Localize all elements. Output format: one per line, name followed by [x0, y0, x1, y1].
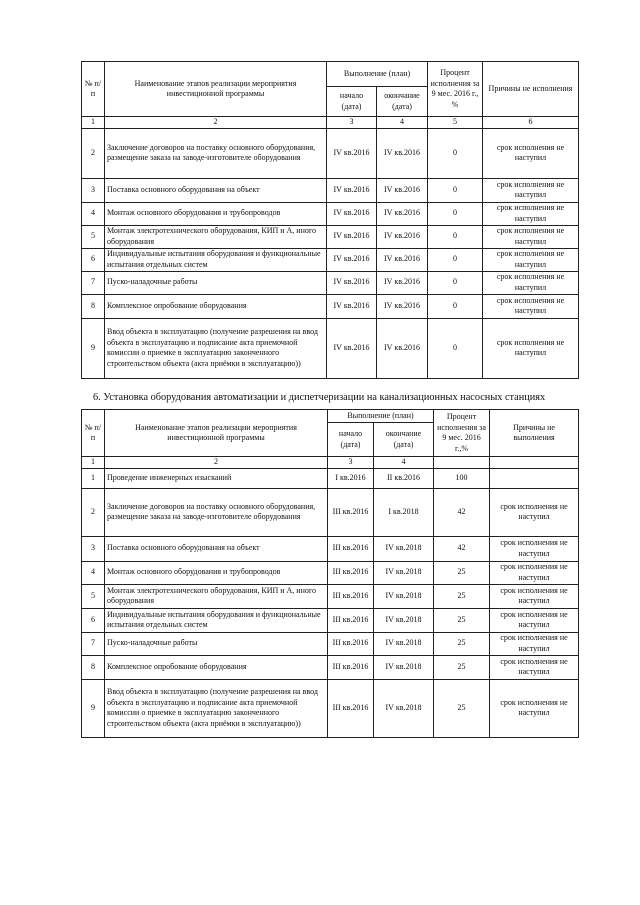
table-row: [82, 128, 579, 178]
row-end: IV кв.2018: [374, 655, 434, 679]
row-percent: 0: [428, 318, 483, 378]
row-reason: срок исполнения не наступил: [483, 178, 579, 202]
row-percent: 0: [428, 178, 483, 202]
row-stage: Заключение договоров на поставку основного оборудования, размещение заказа на заводе-изготовителе оборудования: [105, 128, 327, 178]
column-number: [490, 457, 579, 469]
row-reason: срок исполнения не наступил: [490, 584, 579, 608]
table-row: [82, 488, 579, 536]
column-numbers-row: [82, 117, 579, 129]
row-stage: Заключение договоров на поставку основного оборудования, размещение заказа на заводе-изготовителе оборудования: [105, 488, 328, 536]
row-end: IV кв.2018: [374, 536, 434, 561]
row-end: IV кв.2016: [377, 248, 428, 271]
row-end: IV кв.2018: [374, 608, 434, 632]
row-end: IV кв.2018: [374, 561, 434, 584]
row-end: IV кв.2016: [377, 178, 428, 202]
header-reasons: Причины не выполнения: [490, 410, 579, 457]
row-percent: 25: [434, 584, 490, 608]
column-number: 2: [105, 457, 328, 469]
investment-stages-table-1: [81, 61, 579, 379]
row-num: 2: [82, 128, 105, 178]
column-number: 3: [327, 117, 377, 129]
column-number: [434, 457, 490, 469]
row-percent: 0: [428, 248, 483, 271]
row-end: IV кв.2018: [374, 679, 434, 737]
row-start: IV кв.2016: [327, 248, 377, 271]
row-start: III кв.2016: [328, 608, 374, 632]
row-reason: срок исполнения не наступил: [490, 488, 579, 536]
table-row: [82, 202, 579, 225]
row-stage: Монтаж электротехнического оборудования, КИП и А, иного оборудования: [105, 225, 327, 248]
row-start: IV кв.2016: [327, 271, 377, 294]
row-stage: Поставка основного оборудования на объект: [105, 178, 327, 202]
row-stage: Комплексное опробование оборудования: [105, 655, 328, 679]
column-number: 4: [374, 457, 434, 469]
row-reason: срок исполнения не наступил: [490, 655, 579, 679]
row-end: IV кв.2016: [377, 294, 428, 318]
row-num: 4: [82, 202, 105, 225]
header-num: № п/п: [82, 62, 105, 117]
row-num: 1: [82, 468, 105, 488]
row-percent: 100: [434, 468, 490, 488]
row-start: IV кв.2016: [327, 128, 377, 178]
row-percent: 25: [434, 608, 490, 632]
column-number: 1: [82, 457, 105, 469]
row-percent: 0: [428, 294, 483, 318]
row-reason: срок исполнения не наступил: [483, 128, 579, 178]
row-num: 5: [82, 225, 105, 248]
row-num: 9: [82, 679, 105, 737]
table-row: [82, 294, 579, 318]
row-end: IV кв.2018: [374, 632, 434, 655]
column-number: 6: [483, 117, 579, 129]
row-stage: Поставка основного оборудования на объект: [105, 536, 328, 561]
row-reason: срок исполнения не наступил: [483, 294, 579, 318]
table-row: [82, 584, 579, 608]
row-num: 5: [82, 584, 105, 608]
header-end: окончание (дата): [377, 87, 428, 117]
row-num: 3: [82, 536, 105, 561]
row-percent: 0: [428, 202, 483, 225]
row-percent: 25: [434, 655, 490, 679]
table-row: [82, 608, 579, 632]
row-reason: срок исполнения не наступил: [483, 318, 579, 378]
investment-stages-table-2: [81, 409, 579, 738]
row-reason: срок исполнения не наступил: [490, 632, 579, 655]
row-percent: 25: [434, 561, 490, 584]
column-numbers-row: [82, 457, 579, 469]
column-number: 5: [428, 117, 483, 129]
table-row: [82, 248, 579, 271]
row-start: IV кв.2016: [327, 318, 377, 378]
row-reason: срок исполнения не наступил: [490, 536, 579, 561]
table-row: [82, 225, 579, 248]
row-percent: 25: [434, 679, 490, 737]
row-end: IV кв.2016: [377, 225, 428, 248]
row-stage: Ввод объекта в эксплуатацию (получение разрешения на ввод объекта в эксплуатацию и подписание акта приемочной комиссии о приемке в эксплуатацию законченного строительством объекта (акта приёмки в эксплуатацию)): [105, 318, 327, 378]
row-stage: Монтаж основного оборудования и трубопроводов: [105, 561, 328, 584]
row-num: 3: [82, 178, 105, 202]
row-start: III кв.2016: [328, 536, 374, 561]
row-num: 2: [82, 488, 105, 536]
row-stage: Монтаж основного оборудования и трубопроводов: [105, 202, 327, 225]
row-start: IV кв.2016: [327, 178, 377, 202]
row-end: IV кв.2016: [377, 202, 428, 225]
column-number: 4: [377, 117, 428, 129]
row-stage: Пуско-наладочные работы: [105, 632, 328, 655]
row-reason: срок исполнения не наступил: [490, 561, 579, 584]
table-row: [82, 271, 579, 294]
column-number: 1: [82, 117, 105, 129]
row-reason: срок исполнения не наступил: [483, 225, 579, 248]
row-percent: 25: [434, 632, 490, 655]
row-start: III кв.2016: [328, 561, 374, 584]
row-num: 8: [82, 655, 105, 679]
row-stage: Индивидуальные испытания оборудования и функциональные испытания отдельных систем: [105, 248, 327, 271]
row-num: 9: [82, 318, 105, 378]
table-row: [82, 632, 579, 655]
table-row: [82, 536, 579, 561]
row-stage: Монтаж электротехнического оборудования, КИП и А, иного оборудования: [105, 584, 328, 608]
row-start: IV кв.2016: [327, 225, 377, 248]
row-start: IV кв.2016: [327, 202, 377, 225]
column-number: 3: [328, 457, 374, 469]
header-start: начало (дата): [328, 423, 374, 457]
header-num: № п/п: [82, 410, 105, 457]
header-execution-plan: Выполнение (план): [327, 62, 428, 87]
row-end: IV кв.2016: [377, 128, 428, 178]
row-start: III кв.2016: [328, 679, 374, 737]
row-num: 8: [82, 294, 105, 318]
row-percent: 0: [428, 271, 483, 294]
header-percent: Процент исполнения за 9 мес. 2016 г.,%: [434, 410, 490, 457]
row-num: 7: [82, 271, 105, 294]
table-row: [82, 655, 579, 679]
row-end: IV кв.2016: [377, 318, 428, 378]
row-num: 6: [82, 248, 105, 271]
row-percent: 0: [428, 225, 483, 248]
header-end: окончание (дата): [374, 423, 434, 457]
row-reason: срок исполнения не наступил: [490, 679, 579, 737]
row-start: III кв.2016: [328, 655, 374, 679]
header-reasons: Причины не исполнения: [483, 62, 579, 117]
row-stage: Ввод объекта в эксплуатацию (получение разрешения на ввод объекта в эксплуатацию и подписание акта приемочной комиссии о приемке в эксплуатацию законченного строительством объекта (акта приёмки в эксплуатацию)): [105, 679, 328, 737]
header-execution-plan: Выполнение (план): [328, 410, 434, 423]
row-percent: 0: [428, 128, 483, 178]
header-start: начало (дата): [327, 87, 377, 117]
row-percent: 42: [434, 488, 490, 536]
row-start: III кв.2016: [328, 632, 374, 655]
row-start: I кв.2016: [328, 468, 374, 488]
row-reason: срок исполнения не наступил: [483, 248, 579, 271]
row-stage: Индивидуальные испытания оборудования и функциональные испытания отдельных систем: [105, 608, 328, 632]
table-row: [82, 178, 579, 202]
table-row: [82, 318, 579, 378]
row-start: IV кв.2016: [327, 294, 377, 318]
column-number: 2: [105, 117, 327, 129]
row-end: I кв.2018: [374, 488, 434, 536]
header-stage: Наименование этапов реализации мероприятия инвестиционной программы: [105, 62, 327, 117]
table-row: [82, 561, 579, 584]
header-percent: Процент исполнения за 9 мес. 2016 г., %: [428, 62, 483, 117]
row-stage: Комплексное опробование оборудования: [105, 294, 327, 318]
row-start: III кв.2016: [328, 488, 374, 536]
table-row: [82, 679, 579, 737]
row-num: 4: [82, 561, 105, 584]
row-end: IV кв.2018: [374, 584, 434, 608]
header-stage: Наименование этапов реализации мероприятия инвестиционной программы: [105, 410, 328, 457]
row-percent: 42: [434, 536, 490, 561]
row-num: 7: [82, 632, 105, 655]
row-stage: Проведение инженерных изысканий: [105, 468, 328, 488]
row-reason: срок исполнения не наступил: [490, 608, 579, 632]
row-reason: срок исполнения не наступил: [483, 202, 579, 225]
row-reason: срок исполнения не наступил: [483, 271, 579, 294]
row-end: II кв.2016: [374, 468, 434, 488]
table-row: [82, 468, 579, 488]
row-start: III кв.2016: [328, 584, 374, 608]
row-num: 6: [82, 608, 105, 632]
row-reason: [490, 468, 579, 488]
row-stage: Пуско-наладочные работы: [105, 271, 327, 294]
section-heading: 6. Установка оборудования автоматизации и диспетчеризации на канализационных насосных станциях: [93, 392, 546, 403]
row-end: IV кв.2016: [377, 271, 428, 294]
